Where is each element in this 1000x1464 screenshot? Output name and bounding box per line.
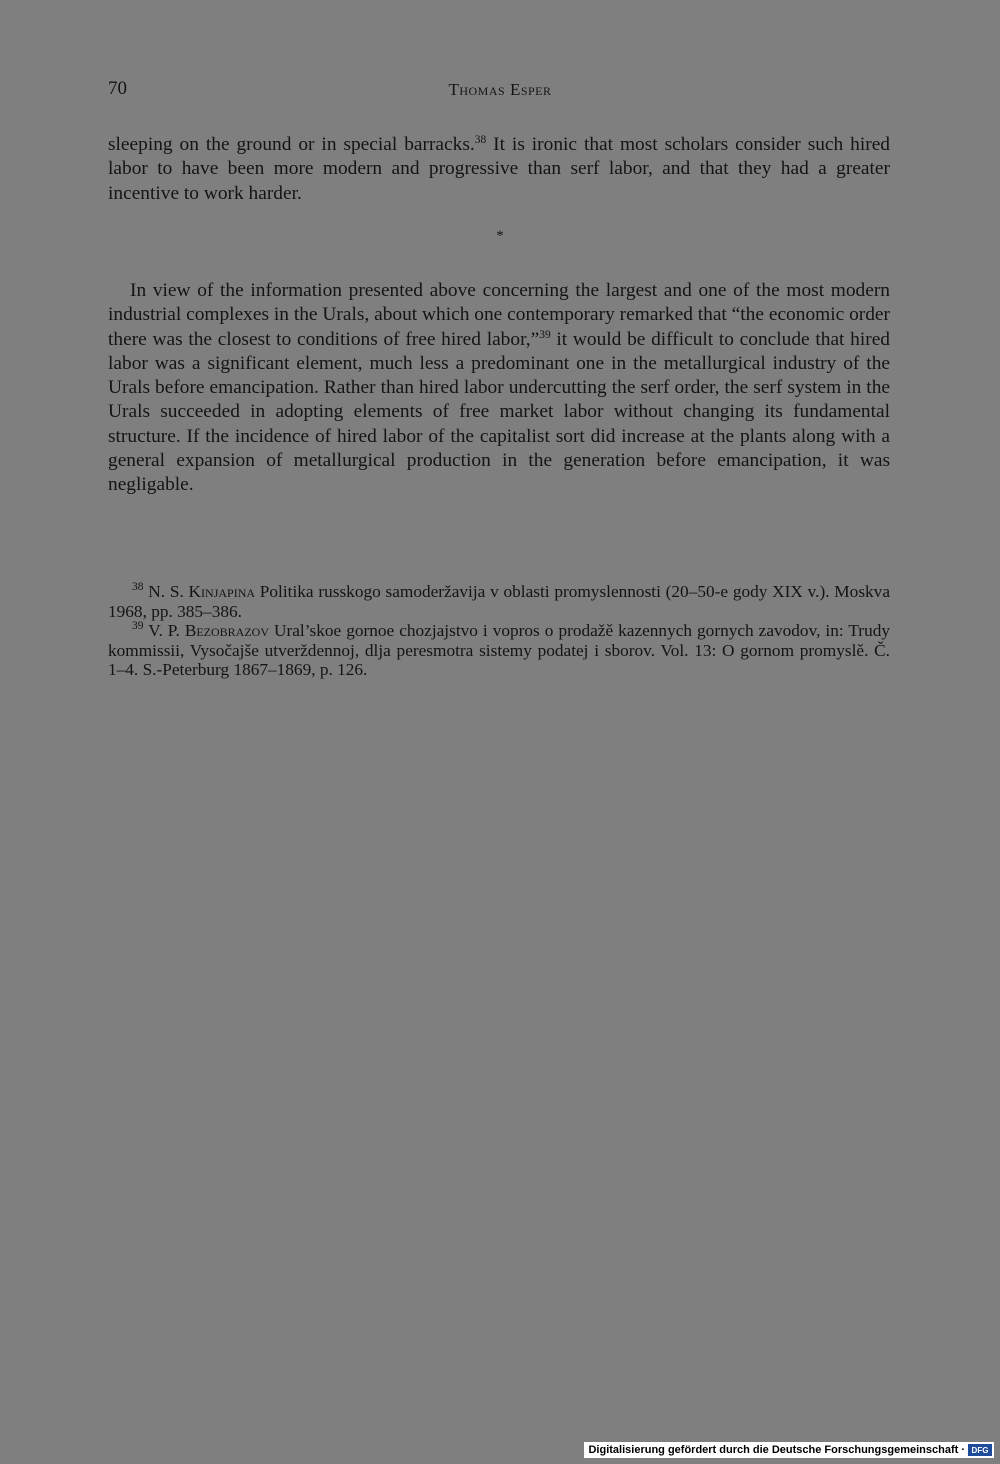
footnotes bbox=[108, 582, 890, 680]
banner-text: Digitalisierung gefördert durch die Deutsche Forschungsgemeinschaft · bbox=[588, 1444, 965, 1456]
paragraph-text: In view of the information presented above concerning the largest and one of the most modern industrial complexes in the Urals, about which one contemporary remarked that “the economic order there was the closest to conditions of free hired labor,” bbox=[108, 280, 890, 350]
footnote-ref: 38 bbox=[474, 134, 487, 146]
footnote-text: Ural’skoe gornoe chozjajstvo i vopros o prodažě kazennych gornych zavodov, in: Trudy kommissii, Vysočajše utverždennoj, dlja peresmotra sistemy podatej i sborov. Vol. 13: O gornom promyslě. Č. 1–4. S.-Peterburg 1867–1869, p. 126. bbox=[108, 621, 890, 679]
footnote-number: 39 bbox=[132, 620, 144, 632]
footnote-text: Politika russkogo samoderžavija v oblasti promyslennosti (20–50-e gody XIX v.). Moskva 1968, pp. 385–386. bbox=[108, 582, 890, 621]
page-number: 70 bbox=[108, 78, 127, 99]
footnote-author: Bezobrazov bbox=[184, 621, 270, 640]
body-paragraph-2 bbox=[108, 279, 890, 498]
paragraph-text: it would be difficult to conclude that hired labor was a significant element, much less a predominant one in the metallurgical industry of the Urals before emancipation. Rather than hired labor undercutting the serf order, the serf system in the Urals succeeded in adopting elements of free market labor without changing its fundamental structure. If the incidence of hired labor of the capitalist sort did increase at the plants along with a general expansion of metallurgical production in the generation before emancipation, it was negligable. bbox=[108, 328, 890, 496]
footnote bbox=[108, 621, 890, 680]
footnote-ref: 39 bbox=[539, 328, 551, 341]
body-paragraph-1 bbox=[108, 133, 890, 206]
paragraph-text: It is ironic that most scholars consider such hired labor to have been more modern and progressive than serf labor, and that they had a greater incentive to work harder. bbox=[108, 134, 891, 204]
paragraph-text: sleeping on the ground or in special barracks. bbox=[108, 134, 475, 155]
dfg-logo-icon: DFG bbox=[968, 1444, 992, 1456]
digitization-banner[interactable] bbox=[584, 1442, 994, 1458]
footnote-initials: V. P. bbox=[143, 621, 185, 640]
footnote-initials: N. S. bbox=[143, 582, 189, 601]
footnote-number: 38 bbox=[132, 581, 144, 593]
footnote-author: Kinjapina bbox=[188, 582, 256, 601]
running-head: Thomas Esper bbox=[448, 80, 552, 99]
section-separator: * bbox=[496, 228, 504, 244]
footnote bbox=[108, 582, 890, 621]
